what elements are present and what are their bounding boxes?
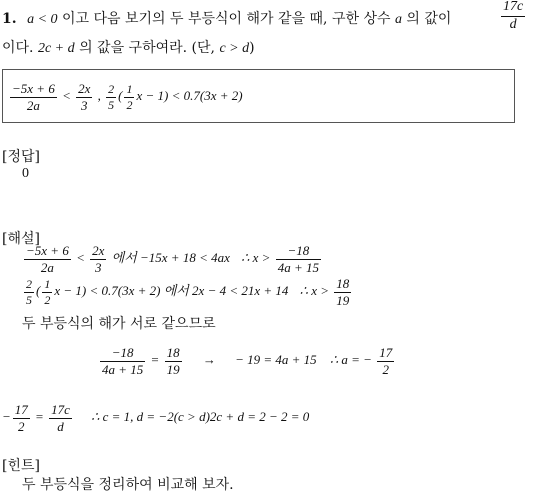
last-frac-b-den: d xyxy=(57,418,64,434)
row1-therefore: ∴ x > xyxy=(241,250,271,266)
explanation-row-1 xyxy=(22,244,323,274)
center-middle: − 19 = 4a + 15 xyxy=(235,352,317,368)
explanation-row-3: 두 부등식의 해가 서로 같으므로 xyxy=(22,316,216,332)
fraction-denominator: d xyxy=(509,16,517,32)
box-separator: , xyxy=(97,88,101,104)
box-frac-3-num: 2 xyxy=(108,82,115,97)
row2-result-num: 18 xyxy=(336,276,350,291)
row2-therefore: ∴ x > xyxy=(299,283,329,299)
center-frac-r-num: 18 xyxy=(166,345,180,360)
box-frac-1-den: 2a xyxy=(26,97,40,113)
last-frac-a-num: 17 xyxy=(14,402,28,417)
center-frac-r-den: 19 xyxy=(166,361,180,377)
last-minus: − xyxy=(2,409,11,425)
row1-result-num: −18 xyxy=(276,244,321,260)
last-eq: = xyxy=(35,409,44,425)
box-lt: < xyxy=(62,88,71,104)
box-frac-2-den: 3 xyxy=(81,97,88,113)
box-rest: x − 1) < 0.7(3x + 2) xyxy=(136,88,243,104)
problem-side-condition: c > d xyxy=(219,41,250,56)
center-arrow: → xyxy=(202,352,216,368)
center-frac-l-num: −18 xyxy=(100,346,145,362)
problem-expression: 2c + d xyxy=(37,41,75,56)
explanation-centered-equation xyxy=(98,346,396,376)
row2-result-den: 19 xyxy=(336,292,350,308)
row1-frac2-num: 2x xyxy=(92,243,105,258)
row1-result-den: 4a + 15 xyxy=(277,259,319,275)
fraction-numerator: 17c xyxy=(501,0,525,17)
row2-frac-a-den: 5 xyxy=(26,292,32,307)
problem-line-2 xyxy=(2,37,255,57)
box-frac-4-den: 2 xyxy=(126,97,133,112)
row2-frac-a-num: 2 xyxy=(26,277,32,292)
row2-frac-b-den: 2 xyxy=(44,292,51,307)
problem-variable: a xyxy=(394,12,402,27)
problem-fraction xyxy=(499,0,527,32)
inequality-box-content xyxy=(8,82,243,112)
explanation-row-2: $\frac{2}{5}$ ( $\frac{1}{2}$ x − 1) < 0.7(3x + 2) 에서 2x − 4 < 21x + 14 ∴ x > $\frac{18}{19}$ xyxy=(26,276,350,308)
row1-frac-num: −5x + 6 xyxy=(26,243,69,258)
problem-text-4: 의 값을 구하여라. (단, xyxy=(79,40,215,56)
answer-label: [정답] xyxy=(2,149,40,165)
center-result-den: 2 xyxy=(382,361,389,377)
row2-frac-b-num: 1 xyxy=(44,277,51,292)
box-frac-2-num: 2x xyxy=(78,81,91,96)
row1-lt: < xyxy=(76,250,85,266)
explanation-last-row xyxy=(2,403,309,433)
row1-frac-den: 2a xyxy=(40,259,54,275)
problem-text-3: 이다. xyxy=(2,40,34,56)
center-result-num: 17 xyxy=(379,345,393,360)
problem-condition: a < 0 xyxy=(27,12,58,27)
last-rest: ∴ c = 1, d = −2(c > d)2c + d = 2 − 2 = 0 xyxy=(91,409,310,425)
box-paren: ( xyxy=(118,88,123,104)
problem-number: 1. xyxy=(2,11,17,27)
last-frac-b-num: 17c xyxy=(51,402,70,417)
center-frac-l-den: 4a + 15 xyxy=(102,361,144,377)
explanation-label: [해설] xyxy=(2,231,40,247)
box-frac-1-num: −5x + 6 xyxy=(12,81,55,96)
problem-text-1: 이고 다음 보기의 두 부등식이 해가 같을 때, 구한 상수 xyxy=(61,11,391,27)
answer-value: 0 xyxy=(22,166,29,181)
problem-line-1 xyxy=(2,8,451,28)
row1-middle: 에서 −15x + 18 < 4ax xyxy=(111,250,230,266)
row2-rest: x − 1) < 0.7(3x + 2) 에서 2x − 4 < 21x + 14 xyxy=(54,283,289,299)
last-frac-a-den: 2 xyxy=(18,418,25,434)
hint-label: [힌트] xyxy=(2,458,40,474)
problem-text-2: 의 값이 xyxy=(406,11,452,27)
problem-text-5: ) xyxy=(249,40,255,56)
center-eq: = xyxy=(150,352,160,368)
center-therefore: ∴ a = − xyxy=(329,352,372,368)
box-frac-4-num: 1 xyxy=(126,82,133,97)
hint-text: 두 부등식을 정리하여 비교해 보자. xyxy=(22,477,234,493)
box-frac-3-den: 5 xyxy=(108,97,115,112)
row1-frac2-den: 3 xyxy=(95,259,102,275)
